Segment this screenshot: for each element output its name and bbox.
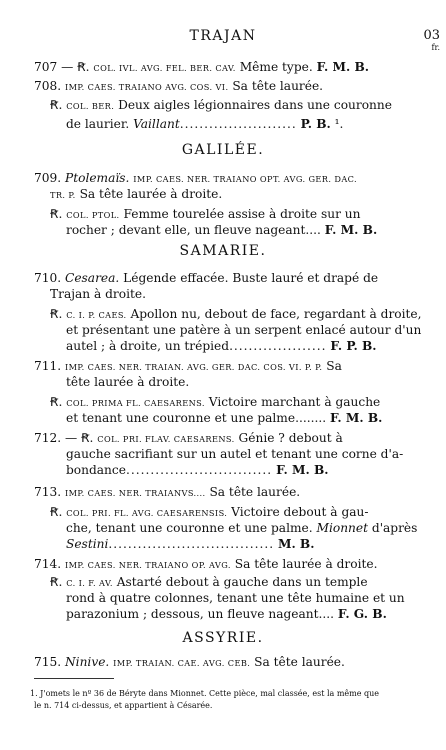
entry-708: 708. IMP. CAES. TRAIANO AVG. COS. VI. Sa tête laurée. (34, 79, 324, 93)
entry-714: 714. IMP. CAES. NER. TRAIANO OP. AVG. Sa tête laurée à droite. (34, 557, 378, 571)
entry-710: 710. Cesarea. Légende effacée. Buste lauré et drapé de (34, 271, 379, 285)
entry-711: 711. IMP. CAES. NER. TRAIAN. AVG. GER. DAC. COS. VI. P. P. Sa (34, 359, 342, 373)
reverse-symbol: Ꞧ. (77, 60, 90, 74)
entry-707: 707 — Ꞧ. COL. IVL. AVG. FEL. BER. CAV. Même type. F. M. B. (34, 60, 370, 74)
entry-713-reverse-cont: che, tenant une couronne et une palme. Mionnet d'après (66, 521, 418, 535)
entry-710-reverse-cont2: autel ; à droite, un trépied.................... F. P. B. (66, 339, 377, 353)
entry-710-reverse: Ꞧ. C. I. P. CAES. Apollon nu, debout de face, regardant à droite, (50, 307, 422, 321)
footnote-line-1: 1. J'omets le nº 36 de Béryte dans Mionnet. Cette pièce, mal classée, est la même que (30, 689, 380, 698)
footnote-line-2: le n. 714 ci-dessus, et appartient à Césarée. (34, 701, 213, 710)
entry-708-reverse: Ꞧ. COL. BER. Deux aigles légionnaires dans une couronne (50, 98, 392, 112)
entry-714-reverse-cont: rond à quatre colonnes, tenant une tête humaine et un (66, 591, 405, 605)
entry-709: 709. Ptolemaïs. IMP. CAES. NER. TRAIANO OPT. AVG. GER. DAC. (34, 171, 358, 185)
entry-712-cont: gauche sacrifiant sur un autel et tenant une corne d'a- (66, 447, 404, 461)
entry-713-reverse: Ꞧ. COL. PRI. FL. AVG. CAESARENSIS. Victoire debout à gau- (50, 505, 369, 519)
entry-714-reverse-cont2: parazonium ; dessous, un fleuve nageant.... F. G. B. (66, 607, 387, 621)
page-number: 03 fr. (423, 28, 440, 52)
entry-713: 713. IMP. CAES. NER. TRAIANVS.... Sa tête laurée. (34, 485, 301, 499)
heading-assyrie: ASSYRIE. (182, 630, 264, 646)
heading-galilee: GALILÉE. (181, 142, 265, 158)
entry-710-reverse-cont: et présentant une patère à un serpent enlacé autour d'un (66, 323, 422, 337)
entry-713-reverse-cont2: Sestini.................................. M. B. (66, 537, 315, 551)
page-number-sub: fr. (431, 43, 440, 52)
entry-709-reverse-cont: rocher ; devant elle, un fleuve nageant.... F. M. B. (66, 223, 378, 237)
entry-710-cont: Trajan à droite. (50, 287, 146, 301)
entry-712: 712. — Ꞧ. COL. PRI. FLAV. CAESARENS. Génie ? debout à (34, 431, 343, 445)
entry-709-reverse: Ꞧ. COL. PTOL. Femme tourelée assise à droite sur un (50, 207, 361, 221)
entry-715: 715. Ninive. IMP. TRAIAN. CAE. AVG. CEB. Sa tête laurée. (34, 655, 345, 669)
entry-711-reverse-cont: et tenant une couronne et une palme........ F. M. B. (66, 411, 383, 425)
heading-samarie: SAMARIE. (179, 243, 267, 259)
footnote-marker: ¹. (334, 117, 344, 131)
entry-708-reverse-cont: de laurier. Vaillant........................ P. B. ¹. (66, 117, 344, 131)
entry-714-reverse: Ꞧ. C. I. F. AV. Astarté debout à gauche dans un temple (50, 575, 368, 589)
entry-711-reverse: Ꞧ. COL. PRIMA FL. CAESARENS. Victoire marchant à gauche (50, 395, 381, 409)
heading-trajan: TRAJAN (189, 28, 257, 44)
entry-712-cont2: bondance.............................. F. M. B. (66, 463, 329, 477)
entry-709-cont: TR. P. Sa tête laurée à droite. (50, 187, 223, 201)
entry-711-cont: tête laurée à droite. (66, 375, 190, 389)
footnote-rule (34, 678, 114, 679)
